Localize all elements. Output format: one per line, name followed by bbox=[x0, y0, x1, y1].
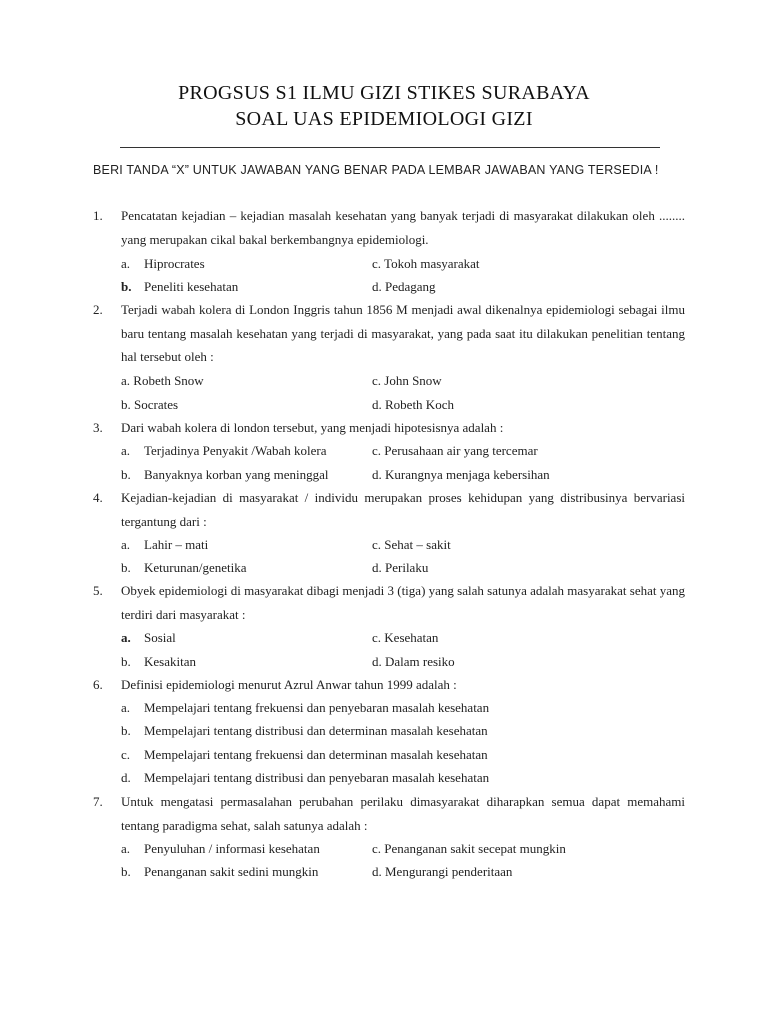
option-text: Keturunan/genetika bbox=[144, 560, 247, 575]
option-text: Mempelajari tentang frekuensi dan penyebaran masalah kesehatan bbox=[144, 700, 490, 715]
option-item bbox=[372, 654, 455, 670]
question-6-number: 6. bbox=[93, 677, 103, 692]
option-text: Sehat – sakit bbox=[384, 537, 451, 552]
option-letter: c. bbox=[372, 537, 382, 552]
option-item: a. Robeth Snow bbox=[121, 373, 204, 388]
option-item bbox=[372, 560, 428, 576]
question-2-text: Terjadi wabah kolera di London Inggris tahun 1856 M menjadi awal dikenalnya epidemiologi sebagai ilmu baru tentang masalah kesehatan yang terjadi di masyarakat, yang pada saat itu dilakukan penelitian tentang hal tersebut oleh : bbox=[121, 302, 685, 364]
option-item bbox=[372, 841, 566, 857]
option-text: Terjadinya Penyakit /Wabah kolera bbox=[144, 443, 327, 458]
option-letter: c. bbox=[372, 841, 382, 856]
instruction-text: BERI TANDA “X” UNTUK JAWABAN YANG BENAR PADA LEMBAR JAWABAN YANG TERSEDIA ! bbox=[93, 163, 659, 177]
option-text: Tokoh masyarakat bbox=[384, 256, 480, 271]
option-letter: b. bbox=[121, 654, 131, 669]
option-letter: d. bbox=[372, 864, 382, 879]
option-item bbox=[372, 443, 538, 459]
option-text: Mempelajari tentang frekuensi dan determinan masalah kesehatan bbox=[144, 747, 488, 762]
option-text: Kesakitan bbox=[144, 654, 196, 669]
option-item bbox=[372, 630, 438, 646]
question-3-text: Dari wabah kolera di london tersebut, yang menjadi hipotesisnya adalah : bbox=[121, 420, 504, 435]
option-item bbox=[372, 256, 480, 272]
question-1-number: 1. bbox=[93, 208, 103, 223]
option-letter: d. bbox=[121, 770, 131, 785]
option-letter: a. bbox=[121, 630, 131, 645]
option-text: Lahir – mati bbox=[144, 537, 209, 552]
option-item: b. Socrates bbox=[121, 397, 179, 412]
option-text: Kurangnya menjaga kebersihan bbox=[385, 467, 550, 482]
question-7-text: Untuk mengatasi permasalahan perubahan perilaku dimasyarakat diharapkan semua dapat memahami tentang paradigma sehat, salah satunya adalah : bbox=[121, 794, 685, 833]
option-letter: a. bbox=[121, 537, 131, 552]
document-title-line-1: PROGSUS S1 ILMU GIZI STIKES SURABAYA bbox=[178, 82, 590, 104]
option-item bbox=[372, 537, 451, 553]
option-text: Mengurangi penderitaan bbox=[385, 864, 513, 879]
option-text: Banyaknya korban yang meninggal bbox=[144, 467, 329, 482]
option-text: Penyuluhan / informasi kesehatan bbox=[144, 841, 320, 856]
option-item: c. John Snow bbox=[372, 373, 442, 388]
option-text: Sosial bbox=[144, 630, 176, 645]
option-letter: c. bbox=[372, 630, 382, 645]
option-letter: d. bbox=[372, 560, 382, 575]
option-text: Pedagang bbox=[385, 279, 436, 294]
option-letter: c. bbox=[372, 443, 382, 458]
question-6-text: Definisi epidemiologi menurut Azrul Anwar tahun 1999 adalah : bbox=[121, 677, 457, 692]
option-text: Penanganan sakit secepat mungkin bbox=[384, 841, 566, 856]
title-divider bbox=[120, 147, 660, 148]
option-letter: c. bbox=[121, 747, 131, 762]
document-title-line-2: SOAL UAS EPIDEMIOLOGI GIZI bbox=[235, 108, 533, 130]
option-letter: b. bbox=[121, 467, 131, 482]
question-7-number: 7. bbox=[93, 794, 103, 809]
question-2-number: 2. bbox=[93, 302, 103, 317]
question-3-number: 3. bbox=[93, 420, 103, 435]
question-5-text: Obyek epidemiologi di masyarakat dibagi menjadi 3 (tiga) yang salah satunya adalah masyarakat sehat yang terdiri dari masyarakat : bbox=[121, 583, 685, 622]
option-text: Hiprocrates bbox=[144, 256, 205, 271]
question-1-text: Pencatatan kejadian – kejadian masalah kesehatan yang banyak terjadi di masyarakat dilakukan oleh ........ yang merupakan cikal bakal berkembangnya epidemiologi. bbox=[121, 208, 685, 247]
option-letter: b. bbox=[121, 279, 132, 294]
option-letter: a. bbox=[121, 700, 131, 715]
option-letter: a. bbox=[121, 256, 131, 271]
question-4-number: 4. bbox=[93, 490, 103, 505]
option-letter: d. bbox=[372, 279, 382, 294]
option-text: Peneliti kesehatan bbox=[144, 279, 239, 294]
option-letter: b. bbox=[121, 723, 131, 738]
option-text: Perilaku bbox=[385, 560, 429, 575]
option-letter: d. bbox=[372, 654, 382, 669]
option-letter: b. bbox=[121, 864, 131, 879]
option-item: d. Robeth Koch bbox=[372, 397, 454, 412]
option-item bbox=[372, 467, 550, 483]
option-item bbox=[372, 864, 512, 880]
option-text: Dalam resiko bbox=[385, 654, 455, 669]
option-text: Penanganan sakit sedini mungkin bbox=[144, 864, 319, 879]
option-letter: d. bbox=[372, 467, 382, 482]
option-letter: a. bbox=[121, 443, 131, 458]
option-text: Mempelajari tentang distribusi dan penyebaran masalah kesehatan bbox=[144, 770, 490, 785]
option-text: Perusahaan air yang tercemar bbox=[384, 443, 538, 458]
option-letter: b. bbox=[121, 560, 131, 575]
option-text: Kesehatan bbox=[384, 630, 439, 645]
option-text: Mempelajari tentang distribusi dan determinan masalah kesehatan bbox=[144, 723, 488, 738]
question-5-number: 5. bbox=[93, 583, 103, 598]
option-item bbox=[372, 279, 436, 295]
question-4-text: Kejadian-kejadian di masyarakat / individu merupakan proses kehidupan yang distribusinya bervariasi tergantung dari : bbox=[121, 490, 685, 529]
option-letter: a. bbox=[121, 841, 131, 856]
option-letter: c. bbox=[372, 256, 382, 271]
